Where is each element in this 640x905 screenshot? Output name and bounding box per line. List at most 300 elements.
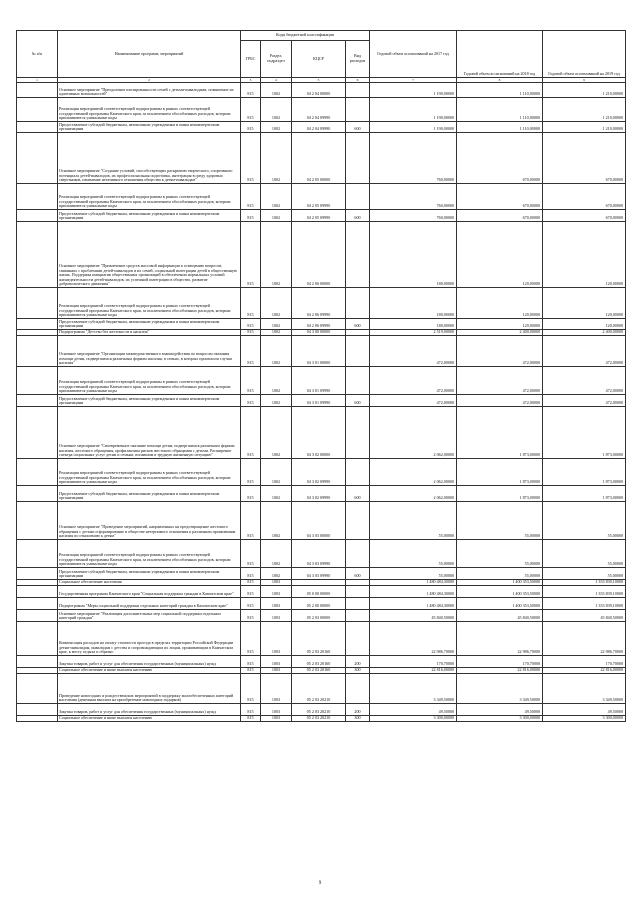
row-vr-cell xyxy=(346,222,370,288)
row-razdel-cell: 1003 xyxy=(261,716,292,722)
row-razdel-cell: 1002 xyxy=(261,319,292,330)
row-2017-cell: 3 349,50000 xyxy=(370,674,457,704)
row-ksr-cell: 04 2 04 09990 xyxy=(292,98,346,122)
row-2018-cell: 670,00000 xyxy=(457,133,543,184)
row-2018-cell: 472,00000 xyxy=(457,367,543,395)
row-2018-cell: 1 110,00000 xyxy=(457,83,543,98)
row-name-cell: Социальное обеспечение и иные выплаты населению xyxy=(58,668,241,674)
row-number-cell xyxy=(17,586,58,598)
row-grbs-cell: 815 xyxy=(241,598,261,610)
row-name-cell: Предоставление субсидий бюджетным, автономным учреждениям и иным некоммерческим организациям xyxy=(58,486,241,502)
row-ksr-cell: 04 3 03 09990 xyxy=(292,540,346,568)
row-name-cell: Подпрограмма "Меры социальной поддержки отдельных категорий граждан в Камчатском крае" xyxy=(58,598,241,610)
row-razdel-cell: 1003 xyxy=(261,622,292,656)
row-vr-cell: 200 xyxy=(346,656,370,668)
row-2019-cell: 472,00000 xyxy=(543,395,626,407)
row-name-cell: Реализация мероприятий соответствующей подпрограммы в рамках соответствующей государственной программы Камчатского края, за исключением обособленных расходов, которым присваиваются уникальные коды xyxy=(58,540,241,568)
row-2018-cell: 1 110,00000 xyxy=(457,98,543,122)
row-2017-cell: 472,00000 xyxy=(370,395,457,407)
header-razdel: Раздел, подраздел xyxy=(261,41,292,78)
table-row xyxy=(17,83,626,98)
budget-table xyxy=(16,30,626,722)
row-2018-cell: 670,00000 xyxy=(457,210,543,222)
row-razdel-cell: 1002 xyxy=(261,395,292,407)
row-vr-cell xyxy=(346,502,370,540)
row-2018-cell: 472,00000 xyxy=(457,395,543,407)
row-number-cell xyxy=(17,486,58,502)
row-vr-cell xyxy=(346,459,370,486)
row-2019-cell: 55,00000 xyxy=(543,502,626,540)
table-row xyxy=(17,210,626,222)
row-2018-cell: 55,00000 xyxy=(457,502,543,540)
row-number-cell xyxy=(17,122,58,133)
table-row xyxy=(17,598,626,610)
table-row xyxy=(17,704,626,716)
row-ksr-cell: 04 2 05 09990 xyxy=(292,184,346,210)
row-ksr-cell: 04 3 02 00000 xyxy=(292,407,346,459)
row-2017-cell: 1 190,00000 xyxy=(370,83,457,98)
row-2018-cell: 3 349,50000 xyxy=(457,674,543,704)
row-2018-cell: 55,00000 xyxy=(457,540,543,568)
row-number-cell xyxy=(17,674,58,704)
row-2017-cell: 472,00000 xyxy=(370,367,457,395)
row-number-cell xyxy=(17,210,58,222)
row-2018-cell: 2 400,00000 xyxy=(457,330,543,336)
row-vr-cell: 600 xyxy=(346,122,370,133)
row-number-cell xyxy=(17,288,58,319)
row-number-cell xyxy=(17,133,58,184)
row-name-cell: Социальное обеспечение и иные выплаты населению xyxy=(58,716,241,722)
row-name-cell: Предоставление субсидий бюджетным, автономным учреждениям и иным некоммерческим организациям xyxy=(58,122,241,133)
row-ksr-cell: 04 2 06 00000 xyxy=(292,222,346,288)
row-razdel-cell: 1003 xyxy=(261,598,292,610)
row-2019-cell: 1 210,00000 xyxy=(543,122,626,133)
table-row xyxy=(17,502,626,540)
row-2018-cell: 1 400 353,50000 xyxy=(457,580,543,586)
row-name-cell: Закупка товаров, работ и услуг для обеспечения государственных (муниципальных) нужд xyxy=(58,656,241,668)
row-2019-cell: 1 873,00000 xyxy=(543,407,626,459)
row-vr-cell xyxy=(346,83,370,98)
row-ksr-cell: 05 2 03 00000 xyxy=(292,610,346,622)
table-body xyxy=(17,83,626,722)
row-2017-cell: 2 062,00000 xyxy=(370,407,457,459)
row-vr-cell xyxy=(346,98,370,122)
row-grbs-cell: 815 xyxy=(241,502,261,540)
row-number-cell xyxy=(17,610,58,622)
row-razdel-cell: 1003 xyxy=(261,704,292,716)
row-2019-cell: 1 210,00000 xyxy=(543,83,626,98)
table-row xyxy=(17,184,626,210)
page-number: 9 xyxy=(318,881,322,886)
row-2019-cell: 22 986,70000 xyxy=(543,622,626,656)
row-grbs-cell: 815 xyxy=(241,668,261,674)
row-number-cell xyxy=(17,407,58,459)
header-grbs: ГРБС xyxy=(241,41,261,78)
row-2017-cell: 1 480 484,30000 xyxy=(370,598,457,610)
header-row-top xyxy=(17,31,626,41)
table-row xyxy=(17,222,626,288)
row-razdel-cell: 1002 xyxy=(261,540,292,568)
row-2017-cell: 170,70000 xyxy=(370,656,457,668)
row-2019-cell: 120,00000 xyxy=(543,319,626,330)
row-name-cell: Основное мероприятие "Реализация дополнительных мер социальной поддержки отдельных категорий граждан" xyxy=(58,610,241,622)
row-grbs-cell: 815 xyxy=(241,716,261,722)
row-name-cell: Реализация мероприятий соответствующей подпрограммы в рамках соответствующей государственной программы Камчатского края, за исключением обособленных расходов, которым присваиваются уникальные коды xyxy=(58,184,241,210)
row-2017-cell: 2 062,00000 xyxy=(370,486,457,502)
row-2019-cell: 1 873,00000 xyxy=(543,459,626,486)
row-2019-cell: 1 353 839,10000 xyxy=(543,580,626,586)
row-2019-cell: 2 400,00000 xyxy=(543,330,626,336)
row-2019-cell: 55,00000 xyxy=(543,568,626,580)
row-name-cell: Предоставление субсидий бюджетным, автономным учреждениям и иным некоммерческим организациям xyxy=(58,210,241,222)
row-2019-cell: 670,00000 xyxy=(543,210,626,222)
row-2017-cell: 1 190,00000 xyxy=(370,122,457,133)
row-ksr-cell: 05 2 03 20160 xyxy=(292,668,346,674)
row-2018-cell: 170,70000 xyxy=(457,656,543,668)
row-2018-cell: 120,00000 xyxy=(457,288,543,319)
row-name-cell: Социальное обеспечение населения xyxy=(58,580,241,586)
row-2019-cell: 1 210,00000 xyxy=(543,98,626,122)
row-number-cell xyxy=(17,367,58,395)
row-2017-cell: 180,00000 xyxy=(370,288,457,319)
table-row xyxy=(17,288,626,319)
row-2017-cell: 1 190,00000 xyxy=(370,98,457,122)
row-razdel-cell: 1002 xyxy=(261,407,292,459)
row-2018-cell: 670,00000 xyxy=(457,184,543,210)
table-row xyxy=(17,395,626,407)
row-2017-cell: 180,00000 xyxy=(370,222,457,288)
row-2018-cell: 45 840,50000 xyxy=(457,610,543,622)
row-razdel-cell: 1002 xyxy=(261,459,292,486)
row-vr-cell xyxy=(346,622,370,656)
table-row xyxy=(17,568,626,580)
row-ksr-cell: 04 2 06 09990 xyxy=(292,288,346,319)
row-grbs-cell: 815 xyxy=(241,395,261,407)
table-row xyxy=(17,407,626,459)
row-2017-cell: 22 986,70000 xyxy=(370,622,457,656)
table-row xyxy=(17,486,626,502)
row-2017-cell: 49,50000 xyxy=(370,704,457,716)
row-number-cell xyxy=(17,568,58,580)
row-vr-cell xyxy=(346,540,370,568)
row-vr-cell xyxy=(346,610,370,622)
row-number-cell xyxy=(17,459,58,486)
row-name-cell: Подпрограмма "Детство без жестокости и насилия" xyxy=(58,330,241,336)
row-name-cell: Компенсация расходов на оплату стоимости проезда в пределах территории Российской Федерации детям-инвалидам, инвалидам с детства и сопровождающим их лицам, проживающим в Камчатском крае, к месту отдыха и обратно xyxy=(58,622,241,656)
col-number: 4 xyxy=(261,78,292,83)
row-grbs-cell: 815 xyxy=(241,288,261,319)
header-codes-group: Коды бюджетной классификации xyxy=(241,31,370,41)
row-grbs-cell: 815 xyxy=(241,486,261,502)
row-number-cell xyxy=(17,98,58,122)
row-number-cell xyxy=(17,540,58,568)
row-2017-cell: 22 816,00000 xyxy=(370,668,457,674)
row-grbs-cell: 815 xyxy=(241,133,261,184)
row-number-cell xyxy=(17,83,58,98)
row-razdel-cell: 1002 xyxy=(261,222,292,288)
row-razdel-cell: 1002 xyxy=(261,83,292,98)
row-ksr-cell: 04 2 05 09990 xyxy=(292,210,346,222)
row-vr-cell xyxy=(346,133,370,184)
row-ksr-cell: 04 3 01 09990 xyxy=(292,367,346,395)
row-razdel-cell: 1003 xyxy=(261,674,292,704)
table-row xyxy=(17,319,626,330)
row-2017-cell: 760,00000 xyxy=(370,133,457,184)
row-grbs-cell: 815 xyxy=(241,586,261,598)
row-number-cell xyxy=(17,502,58,540)
row-razdel-cell: 1002 xyxy=(261,184,292,210)
row-razdel-cell: 1002 xyxy=(261,133,292,184)
table-row xyxy=(17,610,626,622)
row-2017-cell: 55,00000 xyxy=(370,502,457,540)
row-name-cell: Государственная программа Камчатского края "Социальная поддержка граждан в Камчатском крае" xyxy=(58,586,241,598)
row-2019-cell: 45 840,50000 xyxy=(543,610,626,622)
row-vr-cell: 600 xyxy=(346,319,370,330)
row-2019-cell: 472,00000 xyxy=(543,336,626,367)
header-name: Наименование программ, мероприятий xyxy=(58,31,241,78)
row-ksr-cell: 04 3 01 00000 xyxy=(292,336,346,367)
row-razdel-cell: 1002 xyxy=(261,367,292,395)
row-2019-cell: 670,00000 xyxy=(543,184,626,210)
row-razdel-cell: 1002 xyxy=(261,486,292,502)
row-ksr-cell: 05 2 03 20210 xyxy=(292,674,346,704)
row-ksr-cell: 04 3 02 09990 xyxy=(292,486,346,502)
table-row xyxy=(17,586,626,598)
row-grbs-cell: 815 xyxy=(241,122,261,133)
row-razdel-cell: 1002 xyxy=(261,568,292,580)
row-2019-cell: 472,00000 xyxy=(543,367,626,395)
row-vr-cell: 600 xyxy=(346,210,370,222)
row-ksr-cell: 05 0 00 00000 xyxy=(292,586,346,598)
row-grbs-cell: 815 xyxy=(241,407,261,459)
row-2019-cell: 120,00000 xyxy=(543,288,626,319)
table-row xyxy=(17,622,626,656)
row-number-cell xyxy=(17,319,58,330)
row-razdel-cell: 1002 xyxy=(261,210,292,222)
row-2018-cell: 49,50000 xyxy=(457,704,543,716)
col-number: 8 xyxy=(457,78,543,83)
row-2019-cell: 22 816,00000 xyxy=(543,668,626,674)
row-ksr-cell: 04 2 05 00000 xyxy=(292,133,346,184)
row-number-cell xyxy=(17,598,58,610)
col-number: 9 xyxy=(543,78,626,83)
row-vr-cell xyxy=(346,336,370,367)
row-vr-cell xyxy=(346,367,370,395)
row-grbs-cell: 815 xyxy=(241,540,261,568)
row-grbs-cell: 815 xyxy=(241,222,261,288)
row-vr-cell: 600 xyxy=(346,395,370,407)
row-grbs-cell: 815 xyxy=(241,610,261,622)
col-number: 6 xyxy=(346,78,370,83)
row-number-cell xyxy=(17,716,58,722)
row-number-cell xyxy=(17,184,58,210)
row-number-cell xyxy=(17,336,58,367)
row-2017-cell: 2 062,00000 xyxy=(370,459,457,486)
row-grbs-cell: 815 xyxy=(241,336,261,367)
row-2017-cell: 760,00000 xyxy=(370,184,457,210)
row-ksr-cell: 04 3 03 09990 xyxy=(292,568,346,580)
row-2018-cell: 1 873,00000 xyxy=(457,459,543,486)
row-grbs-cell: 815 xyxy=(241,184,261,210)
table-row xyxy=(17,330,626,336)
row-2017-cell: 472,00000 xyxy=(370,336,457,367)
row-2017-cell: 180,00000 xyxy=(370,319,457,330)
table-row xyxy=(17,459,626,486)
row-razdel-cell: 1003 xyxy=(261,580,292,586)
row-2017-cell: 1 480 484,30000 xyxy=(370,586,457,598)
row-grbs-cell: 815 xyxy=(241,367,261,395)
row-grbs-cell: 815 xyxy=(241,210,261,222)
row-razdel-cell: 1002 xyxy=(261,502,292,540)
row-razdel-cell: 1003 xyxy=(261,656,292,668)
row-vr-cell xyxy=(346,674,370,704)
row-ksr-cell: 04 3 00 00000 xyxy=(292,330,346,336)
col-number: 3 xyxy=(241,78,261,83)
row-2017-cell: 1 480 484,30000 xyxy=(370,580,457,586)
row-name-cell: Реализация мероприятий соответствующей подпрограммы в рамках соответствующей государственной программы Камчатского края, за исключением обособленных расходов, которым присваиваются уникальные коды xyxy=(58,367,241,395)
header-num: № п/п xyxy=(17,31,58,78)
row-ksr-cell: 04 3 02 09990 xyxy=(292,459,346,486)
row-ksr-cell: 04 2 06 09990 xyxy=(292,319,346,330)
row-number-cell xyxy=(17,395,58,407)
row-ksr-cell: 05 2 00 00000 xyxy=(292,598,346,610)
row-2017-cell: 760,00000 xyxy=(370,210,457,222)
table-row xyxy=(17,122,626,133)
row-vr-cell: 600 xyxy=(346,486,370,502)
row-vr-cell xyxy=(346,598,370,610)
row-number-cell xyxy=(17,222,58,288)
row-2019-cell: 3 349,50000 xyxy=(543,674,626,704)
table-row xyxy=(17,336,626,367)
row-vr-cell: 200 xyxy=(346,704,370,716)
header-vr: Вид расходов xyxy=(346,41,370,78)
row-ksr-cell: 05 2 03 20210 xyxy=(292,704,346,716)
row-name-cell: Основное мероприятие "Своевременное оказание помощи детям, подвергшимся различным формам насилия, жестокого обращения, профилактика рисков жестокого обращения с детьми. Расширение спектра социальных услуг детям и семьям, попавшим в трудную жизненную ситуацию" xyxy=(58,407,241,459)
table-row xyxy=(17,367,626,395)
row-2018-cell: 1 110,00000 xyxy=(457,122,543,133)
row-2018-cell: 472,00000 xyxy=(457,336,543,367)
row-2019-cell: 1 873,00000 xyxy=(543,486,626,502)
col-number: 1 xyxy=(17,78,58,83)
row-grbs-cell: 815 xyxy=(241,622,261,656)
row-ksr-cell: 05 2 03 20210 xyxy=(292,716,346,722)
row-2018-cell: 120,00000 xyxy=(457,222,543,288)
row-name-cell: Основное мероприятие "Создание условий, способствующих раскрытию творческого, спортивного потенциала детей-инвалидов, их профессиональная подготовка, интеграция в среду здоровых сверстников, изменение негативного отношения общества к детям-инвалидам" xyxy=(58,133,241,184)
row-name-cell: Предоставление субсидий бюджетным, автономным учреждениям и иным некоммерческим организациям xyxy=(58,395,241,407)
row-razdel-cell: 1002 xyxy=(261,336,292,367)
row-2019-cell: 1 353 839,10000 xyxy=(543,598,626,610)
row-2018-cell: 55,00000 xyxy=(457,568,543,580)
document-page xyxy=(16,30,625,722)
row-2019-cell: 1 353 839,10000 xyxy=(543,586,626,598)
col-number: 2 xyxy=(58,78,241,83)
row-razdel-cell: 1002 xyxy=(261,330,292,336)
row-vr-cell xyxy=(346,586,370,598)
row-2017-cell: 55,00000 xyxy=(370,568,457,580)
row-number-cell xyxy=(17,656,58,668)
row-2019-cell: 55,00000 xyxy=(543,540,626,568)
row-razdel-cell: 1003 xyxy=(261,668,292,674)
row-grbs-cell: 815 xyxy=(241,459,261,486)
row-ksr-cell: 04 2 04 00000 xyxy=(292,83,346,98)
row-2018-cell: 3 300,00000 xyxy=(457,716,543,722)
row-ksr-cell: 04 3 03 00000 xyxy=(292,502,346,540)
row-ksr-cell: 05 2 03 20160 xyxy=(292,656,346,668)
row-razdel-cell: 1002 xyxy=(261,122,292,133)
header-2019: Годовой объем ассигнований на 2019 год xyxy=(543,31,626,78)
row-vr-cell: 300 xyxy=(346,668,370,674)
row-grbs-cell: 815 xyxy=(241,568,261,580)
row-name-cell: Закупка товаров, работ и услуг для обеспечения государственных (муниципальных) нужд xyxy=(58,704,241,716)
row-name-cell: Основное мероприятие "Организация межведомственного взаимодействия по вопросам оказания помощи детям, подвергшимся различным формам насилия, в семьях, в которых произошли случаи насилия" xyxy=(58,336,241,367)
row-grbs-cell: 815 xyxy=(241,704,261,716)
row-name-cell: Основное мероприятие "Привлечение средств массовой информации к освещению вопросов, связанных с проблемами детей-инвалидов и их семей, социальной интеграции детей в общественную жизнь. Поддержка инициатив общественных организаций в обеспечении нормальных условий жизнедеятельности детей-инвалидов, их успешной интеграции в общество, развитие добровольческого движения" xyxy=(58,222,241,288)
row-2018-cell: 22 986,70000 xyxy=(457,622,543,656)
row-grbs-cell: 815 xyxy=(241,674,261,704)
row-2019-cell: 120,00000 xyxy=(543,222,626,288)
row-number-cell xyxy=(17,704,58,716)
row-grbs-cell: 815 xyxy=(241,83,261,98)
row-name-cell: Реализация мероприятий соответствующей подпрограммы в рамках соответствующей государственной программы Камчатского края, за исключением обособленных расходов, которым присваиваются уникальные коды xyxy=(58,98,241,122)
table-row xyxy=(17,656,626,668)
table-row xyxy=(17,668,626,674)
row-2018-cell: 22 816,00000 xyxy=(457,668,543,674)
row-2017-cell: 2 519,00000 xyxy=(370,330,457,336)
row-name-cell: Предоставление субсидий бюджетным, автономным учреждениям и иным некоммерческим организациям xyxy=(58,568,241,580)
row-razdel-cell: 1002 xyxy=(261,98,292,122)
row-number-cell xyxy=(17,622,58,656)
row-ksr-cell: 05 2 03 20160 xyxy=(292,622,346,656)
row-vr-cell: 600 xyxy=(346,568,370,580)
col-number: 5 xyxy=(292,78,346,83)
row-grbs-cell: 815 xyxy=(241,330,261,336)
table-row xyxy=(17,133,626,184)
row-name-cell: Предоставление субсидий бюджетным, автономным учреждениям и иным некоммерческим организациям xyxy=(58,319,241,330)
table-row xyxy=(17,674,626,704)
row-vr-cell: 300 xyxy=(346,716,370,722)
row-vr-cell xyxy=(346,288,370,319)
table-row xyxy=(17,716,626,722)
row-2017-cell: 55,00000 xyxy=(370,540,457,568)
header-ksr: КЦСР xyxy=(292,41,346,78)
col-number: 7 xyxy=(370,78,457,83)
row-ksr-cell: 04 3 01 09990 xyxy=(292,395,346,407)
row-grbs-cell: 815 xyxy=(241,656,261,668)
header-2017: Годовой объем ассигнований на 2017 год xyxy=(370,31,457,78)
row-2017-cell: 45 840,50000 xyxy=(370,610,457,622)
row-2018-cell: 1 873,00000 xyxy=(457,486,543,502)
row-name-cell: Реализация мероприятий соответствующей подпрограммы в рамках соответствующей государственной программы Камчатского края, за исключением обособленных расходов, которым присваиваются уникальные коды xyxy=(58,288,241,319)
row-name-cell: Основное мероприятие "Проведение мероприятий, направленных на предотвращение жестокого обращения с детьми и формирование в обществе нетерпимого отношения к различным проявлениям насилия по отношению к детям" xyxy=(58,502,241,540)
row-name-cell: Основное мероприятие "Преодоление изолированности семей с детьми-инвалидами, повышение их адаптивных возможностей" xyxy=(58,83,241,98)
row-ksr-cell: 04 2 04 09990 xyxy=(292,122,346,133)
row-2019-cell: 170,70000 xyxy=(543,656,626,668)
row-vr-cell xyxy=(346,407,370,459)
row-2019-cell: 49,50000 xyxy=(543,704,626,716)
row-razdel-cell: 1003 xyxy=(261,586,292,598)
row-2018-cell: 1 873,00000 xyxy=(457,407,543,459)
row-vr-cell xyxy=(346,184,370,210)
row-name-cell: Проведение новогодних и рождественских мероприятий в поддержку малообеспеченных категорий населения (денежная выплата на приобретение новогодних подарков) xyxy=(58,674,241,704)
row-grbs-cell: 815 xyxy=(241,319,261,330)
row-grbs-cell: 815 xyxy=(241,98,261,122)
row-2019-cell: 670,00000 xyxy=(543,133,626,184)
row-2017-cell: 3 300,00000 xyxy=(370,716,457,722)
table-row xyxy=(17,540,626,568)
row-grbs-cell: 815 xyxy=(241,580,261,586)
row-2018-cell: 1 400 353,50000 xyxy=(457,586,543,598)
row-razdel-cell: 1002 xyxy=(261,288,292,319)
